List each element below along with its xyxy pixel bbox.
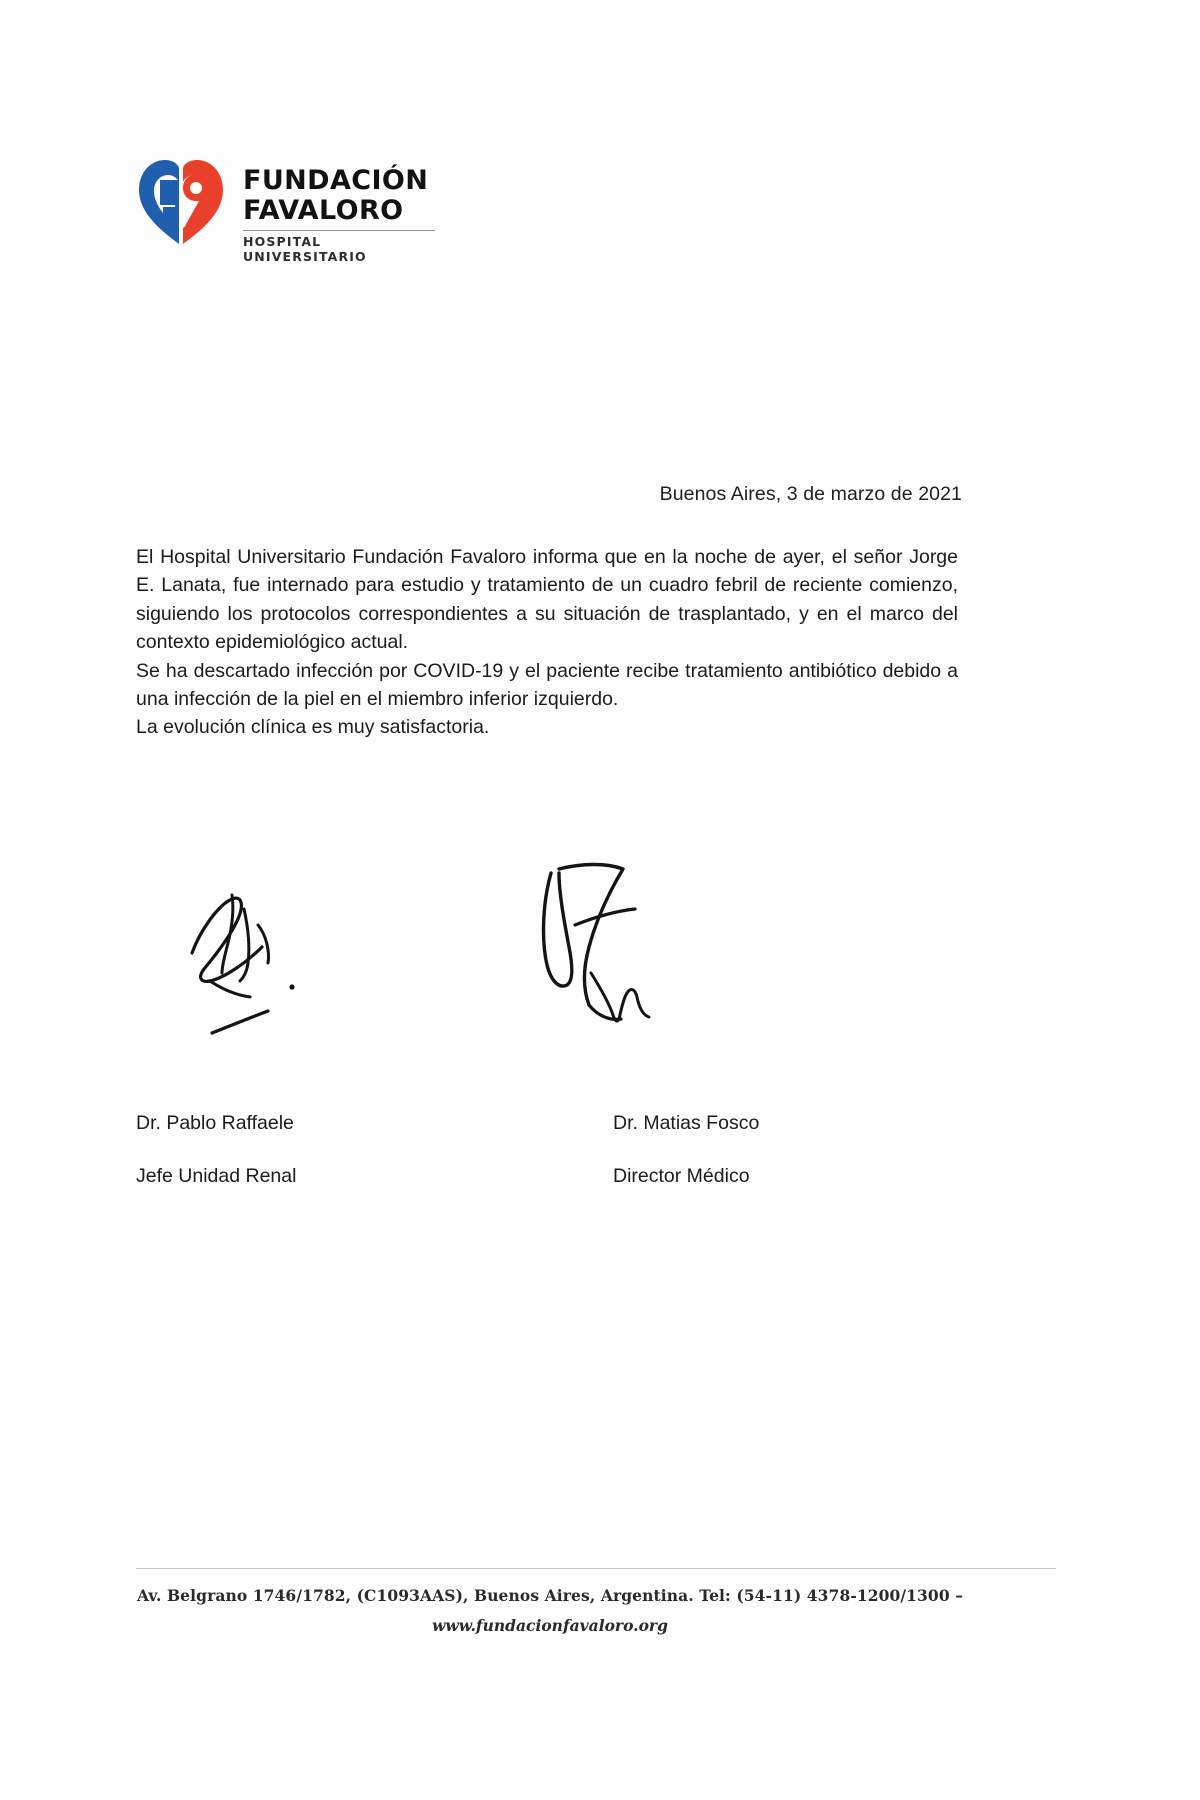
signature-title-right: Director Médico: [613, 1165, 750, 1187]
body-paragraph-1: El Hospital Universitario Fundación Favaloro informa que en la noche de ayer, el señor Jorge E. Lanata, fue internado para estudio y tratamiento de un cuadro febril de reciente comienzo, siguiendo los protocolos correspondientes a su situación de trasplantado, y en el marco del contexto epidemiológico actual.: [136, 546, 958, 654]
body-paragraph-3: La evolución clínica es muy satisfactoria.: [136, 716, 490, 739]
letterhead: [133, 152, 435, 264]
footer-website: www.fundacionfavaloro.org: [432, 1616, 668, 1635]
signature-block-right: [613, 1112, 759, 1188]
brand-subtitle: HOSPITAL UNIVERSITARIO: [243, 230, 435, 264]
handwritten-signature-raffaele-icon: [170, 865, 360, 1050]
footer-divider: [136, 1568, 1056, 1569]
letter-body: [136, 543, 958, 742]
signature-title-left: Jefe Unidad Renal: [136, 1165, 297, 1187]
signature-block-left: [136, 1112, 296, 1188]
footer-address: Av. Belgrano 1746/1782, (C1093AAS), Buenos Aires, Argentina. Tel: (54-11) 4378-1200/1300 –: [136, 1586, 964, 1605]
body-paragraph-2: Se ha descartado infección por COVID-19 y el paciente recibe tratamiento antibiótico debido a una infección de la piel en el miembro inferior izquierdo.: [136, 659, 958, 711]
signature-area: [130, 855, 960, 1075]
brand-name-line-1: FUNDACIÓN: [243, 165, 429, 196]
signature-name-right: Dr. Matias Fosco: [613, 1112, 760, 1134]
handwritten-signature-fosco-icon: [525, 855, 725, 1050]
favaloro-heart-double-f-logo-icon: [133, 152, 229, 250]
brand-name-line-2: FAVALORO: [243, 195, 404, 226]
date-line: Buenos Aires, 3 de marzo de 2021: [659, 483, 962, 505]
letterhead-wordmark: [243, 152, 435, 264]
signature-name-left: Dr. Pablo Raffaele: [136, 1112, 294, 1134]
